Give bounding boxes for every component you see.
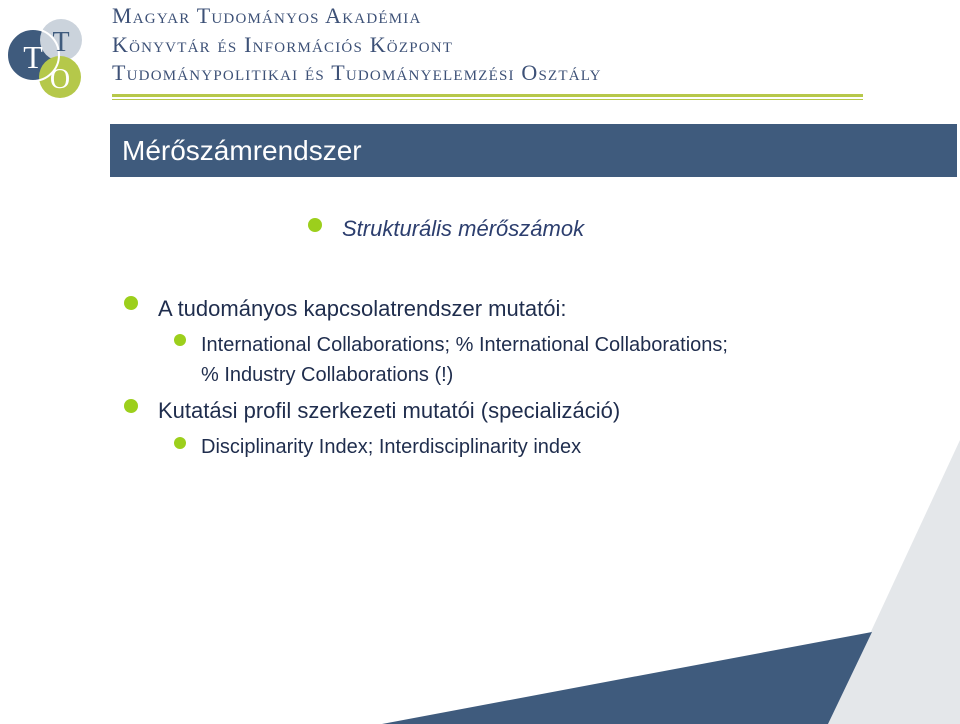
title-bar [110,124,957,177]
institution-line-2: Könyvtár és Információs Központ [112,32,454,57]
bullet-1-text: A tudományos kapcsolatrendszer mutatói: [158,296,567,321]
logo-letter-t1: T [23,39,43,75]
slide-title: Mérőszámrendszer [122,135,362,166]
header-rule-thin [112,99,863,100]
bullet-1-sub-line-1: International Collaborations; % International Collaborations; [201,334,728,356]
institution-line-1: Magyar Tudományos Akadémia [112,3,422,28]
bullet-2-sub-line-1: Disciplinarity Index; Interdisciplinarity index [201,436,582,458]
bullet-dot-icon [308,218,322,232]
sub-bullet-dot-icon [174,437,186,449]
bullet-dot-icon [124,399,138,413]
bullet-1-sub-line-2: % Industry Collaborations (!) [201,364,454,386]
header-rule-thick [112,94,863,97]
slide-subtitle: Strukturális mérőszámok [342,216,585,241]
sub-bullet-dot-icon [174,334,186,346]
institution-line-3: Tudománypolitikai és Tudományelemzési Osztály [112,60,602,85]
bullet-2-text: Kutatási profil szerkezeti mutatói (specializáció) [158,398,621,423]
corner-blue-shape [382,632,872,724]
logo-letter-t2: T [52,27,70,58]
logo-letter-o: O [49,64,71,95]
tto-logo [0,6,96,102]
corner-gray-shape [828,440,960,724]
bullet-dot-icon [124,296,138,310]
